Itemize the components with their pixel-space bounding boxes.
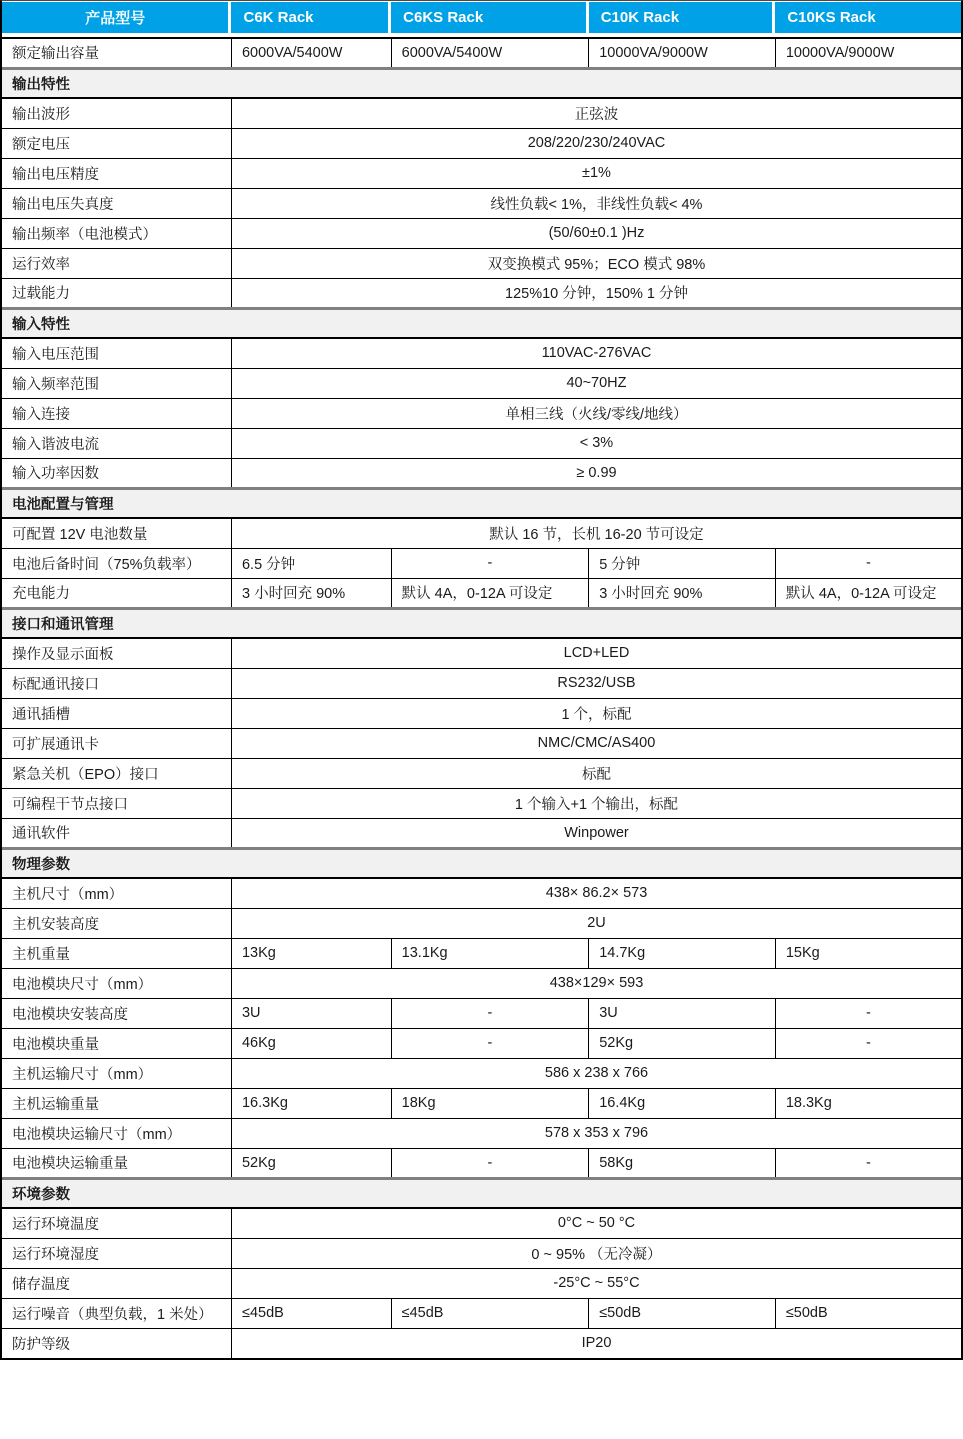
header-product-model-label: 产品型号 <box>2 2 228 33</box>
spec-value: 3U <box>231 998 391 1028</box>
spec-value: 14.7Kg <box>589 938 776 968</box>
spec-row <box>2 668 961 698</box>
spec-row <box>2 938 961 968</box>
row-label: 运行环境湿度 <box>2 1238 231 1268</box>
spec-row <box>2 788 961 818</box>
row-label: 充电能力 <box>2 578 231 608</box>
row-label: 紧急关机（EPO）接口 <box>2 758 231 788</box>
spec-value: - <box>775 1148 961 1178</box>
section-row <box>2 848 961 878</box>
row-label: 通讯软件 <box>2 818 231 848</box>
section-row <box>2 68 961 98</box>
spec-value: 40~70HZ <box>231 368 961 398</box>
header-cell-product-model <box>2 1 231 37</box>
spec-value: (50/60±0.1 )Hz <box>231 218 961 248</box>
spec-table <box>2 37 961 1358</box>
row-label: 电池模块运输重量 <box>2 1148 231 1178</box>
header-cell-c10k <box>589 1 776 37</box>
spec-row <box>2 518 961 548</box>
section-title: 输出特性 <box>2 68 961 98</box>
row-label: 输出电压精度 <box>2 158 231 188</box>
spec-value: RS232/USB <box>231 668 961 698</box>
spec-value: 208/220/230/240VAC <box>231 128 961 158</box>
spec-value: 18Kg <box>391 1088 589 1118</box>
row-label: 电池模块运输尺寸（mm） <box>2 1118 231 1148</box>
spec-row <box>2 578 961 608</box>
spec-value: 15Kg <box>775 938 961 968</box>
spec-row <box>2 758 961 788</box>
spec-value: 46Kg <box>231 1028 391 1058</box>
row-label: 额定输出容量 <box>2 38 231 68</box>
row-label: 储存温度 <box>2 1268 231 1298</box>
row-label: 运行噪音（典型负载，1 米处） <box>2 1298 231 1328</box>
spec-value: 3 小时回充 90% <box>589 578 776 608</box>
row-label: 可扩展通讯卡 <box>2 728 231 758</box>
spec-row <box>2 398 961 428</box>
section-row <box>2 488 961 518</box>
spec-value: 单相三线（火线/零线/地线） <box>231 398 961 428</box>
row-label: 操作及显示面板 <box>2 638 231 668</box>
spec-row <box>2 338 961 368</box>
spec-row <box>2 128 961 158</box>
row-label: 主机重量 <box>2 938 231 968</box>
spec-value: 16.3Kg <box>231 1088 391 1118</box>
spec-value: 2U <box>231 908 961 938</box>
spec-value: 双变换模式 95%；ECO 模式 98% <box>231 248 961 278</box>
spec-value: 438×129× 593 <box>231 968 961 998</box>
spec-row <box>2 998 961 1028</box>
spec-value: 0°C ~ 50 °C <box>231 1208 961 1238</box>
spec-value: ≤50dB <box>775 1298 961 1328</box>
spec-row <box>2 38 961 68</box>
spec-row <box>2 428 961 458</box>
header-product-c10ks: C10KS Rack <box>775 2 961 33</box>
spec-value: Winpower <box>231 818 961 848</box>
spec-row <box>2 1088 961 1118</box>
spec-value: ≤50dB <box>589 1298 776 1328</box>
row-label: 可配置 12V 电池数量 <box>2 518 231 548</box>
spec-row <box>2 908 961 938</box>
row-label: 主机运输尺寸（mm） <box>2 1058 231 1088</box>
spec-row <box>2 278 961 308</box>
section-title: 电池配置与管理 <box>2 488 961 518</box>
row-label: 标配通讯接口 <box>2 668 231 698</box>
row-label: 电池模块尺寸（mm） <box>2 968 231 998</box>
row-label: 输入谐波电流 <box>2 428 231 458</box>
header-row <box>2 1 961 37</box>
spec-value: 6000VA/5400W <box>231 38 391 68</box>
spec-value: ≥ 0.99 <box>231 458 961 488</box>
spec-row <box>2 218 961 248</box>
spec-value: 1 个，标配 <box>231 698 961 728</box>
section-title: 输入特性 <box>2 308 961 338</box>
row-label: 运行效率 <box>2 248 231 278</box>
spec-row <box>2 818 961 848</box>
spec-row <box>2 1058 961 1088</box>
spec-value: 3 小时回充 90% <box>231 578 391 608</box>
row-label: 主机安装高度 <box>2 908 231 938</box>
row-label: 输入功率因数 <box>2 458 231 488</box>
spec-value: 586 x 238 x 766 <box>231 1058 961 1088</box>
section-title: 物理参数 <box>2 848 961 878</box>
row-label: 过载能力 <box>2 278 231 308</box>
spec-value: 标配 <box>231 758 961 788</box>
row-label: 输入电压范围 <box>2 338 231 368</box>
spec-value: 10000VA/9000W <box>589 38 776 68</box>
section-title: 环境参数 <box>2 1178 961 1208</box>
spec-row <box>2 1208 961 1238</box>
spec-value: - <box>775 1028 961 1058</box>
spec-value: 52Kg <box>589 1028 776 1058</box>
spec-value: - <box>391 548 589 578</box>
header-cell-c6ks <box>391 1 589 37</box>
section-title: 接口和通讯管理 <box>2 608 961 638</box>
spec-value: 10000VA/9000W <box>775 38 961 68</box>
spec-value: 6.5 分钟 <box>231 548 391 578</box>
spec-row <box>2 728 961 758</box>
spec-value: 13.1Kg <box>391 938 589 968</box>
row-label: 输出频率（电池模式） <box>2 218 231 248</box>
spec-value: 默认 16 节，长机 16-20 节可设定 <box>231 518 961 548</box>
spec-value: 438× 86.2× 573 <box>231 878 961 908</box>
row-label: 电池后备时间（75%负载率） <box>2 548 231 578</box>
row-label: 电池模块重量 <box>2 1028 231 1058</box>
spec-value: NMC/CMC/AS400 <box>231 728 961 758</box>
spec-value: 1 个输入+1 个输出，标配 <box>231 788 961 818</box>
spec-row <box>2 458 961 488</box>
row-label: 额定电压 <box>2 128 231 158</box>
spec-value: 线性负载< 1%，非线性负载< 4% <box>231 188 961 218</box>
spec-row <box>2 1298 961 1328</box>
header-cell-c10ks <box>775 1 961 37</box>
spec-value: 默认 4A，0-12A 可设定 <box>391 578 589 608</box>
spec-row <box>2 548 961 578</box>
spec-value: -25°C ~ 55°C <box>231 1268 961 1298</box>
spec-value: 5 分钟 <box>589 548 776 578</box>
row-label: 输入频率范围 <box>2 368 231 398</box>
spec-value: - <box>775 548 961 578</box>
row-label: 主机尺寸（mm） <box>2 878 231 908</box>
spec-value: 正弦波 <box>231 98 961 128</box>
section-row <box>2 308 961 338</box>
spec-row <box>2 968 961 998</box>
spec-value: - <box>775 998 961 1028</box>
spec-value: 13Kg <box>231 938 391 968</box>
spec-value: LCD+LED <box>231 638 961 668</box>
header-product-c6k: C6K Rack <box>231 2 388 33</box>
spec-row <box>2 98 961 128</box>
spec-row <box>2 1028 961 1058</box>
spec-value: 110VAC-276VAC <box>231 338 961 368</box>
row-label: 输入连接 <box>2 398 231 428</box>
spec-value: 52Kg <box>231 1148 391 1178</box>
spec-value: 578 x 353 x 796 <box>231 1118 961 1148</box>
spec-value: ±1% <box>231 158 961 188</box>
row-label: 运行环境温度 <box>2 1208 231 1238</box>
spec-value: IP20 <box>231 1328 961 1358</box>
spec-value: 默认 4A，0-12A 可设定 <box>775 578 961 608</box>
spec-row <box>2 368 961 398</box>
spec-row <box>2 878 961 908</box>
spec-row <box>2 188 961 218</box>
row-label: 主机运输重量 <box>2 1088 231 1118</box>
spec-value: 16.4Kg <box>589 1088 776 1118</box>
header-cell-c6k <box>231 1 391 37</box>
row-label: 输出电压失真度 <box>2 188 231 218</box>
spec-value: - <box>391 1028 589 1058</box>
spec-value: 58Kg <box>589 1148 776 1178</box>
spec-row <box>2 1328 961 1358</box>
spec-value: < 3% <box>231 428 961 458</box>
row-label: 电池模块安装高度 <box>2 998 231 1028</box>
spec-value: 6000VA/5400W <box>391 38 589 68</box>
header-product-c6ks: C6KS Rack <box>391 2 586 33</box>
row-label: 可编程干节点接口 <box>2 788 231 818</box>
spec-value: - <box>391 998 589 1028</box>
row-label: 输出波形 <box>2 98 231 128</box>
spec-value: 0 ~ 95% （无冷凝） <box>231 1238 961 1268</box>
spec-row <box>2 158 961 188</box>
spec-value: ≤45dB <box>231 1298 391 1328</box>
spec-value: 125%10 分钟，150% 1 分钟 <box>231 278 961 308</box>
spec-row <box>2 248 961 278</box>
section-row <box>2 1178 961 1208</box>
section-row <box>2 608 961 638</box>
spec-row <box>2 1238 961 1268</box>
spec-row <box>2 1148 961 1178</box>
spec-value: ≤45dB <box>391 1298 589 1328</box>
row-label: 防护等级 <box>2 1328 231 1358</box>
header-product-c10k: C10K Rack <box>589 2 773 33</box>
spec-value: 18.3Kg <box>775 1088 961 1118</box>
spec-row <box>2 698 961 728</box>
spec-row <box>2 1268 961 1298</box>
spec-row <box>2 638 961 668</box>
spec-value: - <box>391 1148 589 1178</box>
spec-row <box>2 1118 961 1148</box>
spec-value: 3U <box>589 998 776 1028</box>
row-label: 通讯插槽 <box>2 698 231 728</box>
